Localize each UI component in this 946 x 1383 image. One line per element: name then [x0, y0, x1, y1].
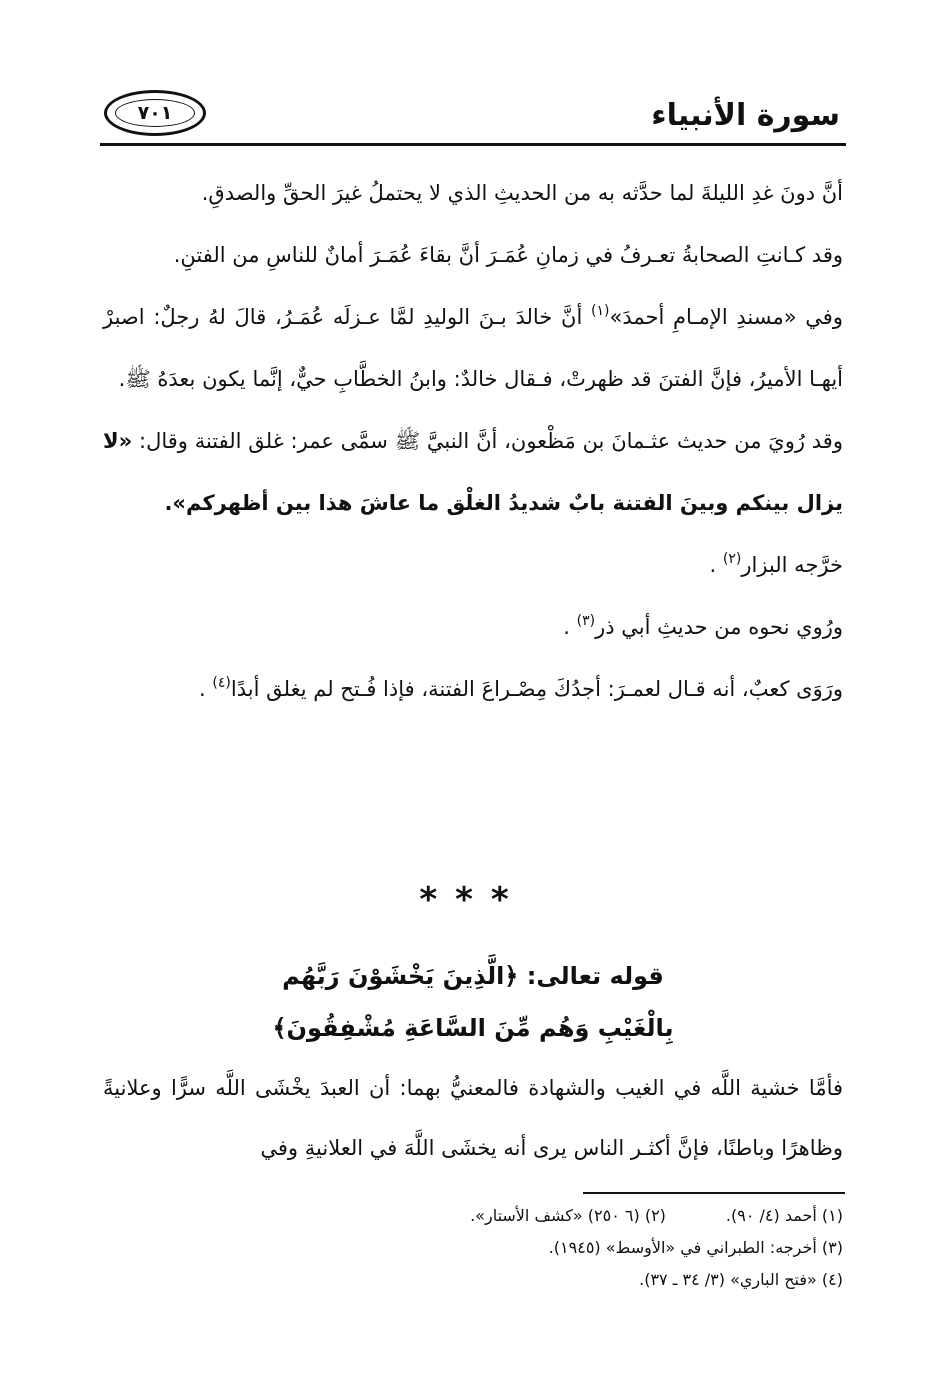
section-separator: ***: [419, 880, 527, 920]
page-number: ٧٠١: [115, 99, 195, 127]
paragraph-text: ورُوي نحوه من حديثِ أبي ذر: [595, 615, 843, 639]
footnote-4: (٤) «فتح الباري» (٣/ ٣٤ ـ ٣٧).: [639, 1270, 843, 1289]
paragraph: [103, 658, 843, 720]
verse-line-2: بِالْغَيْبِ وَهُم مِّنَ السَّاعَةِ مُشْفِقُونَ﴾: [272, 1014, 674, 1042]
footnote-ref: (٣): [576, 613, 596, 629]
paragraph-text: أنَّ خالدَ بـنَ الوليدِ لمَّا عـزلَه عُمَـرُ، قالَ لهُ رجلٌ: اصبرْ أيهـا الأميرُ، فإنَّ الفتنَ قد ظهرتْ، فـقال خالدٌ: وابنُ الخطَّابِ حيٌّ، إنَّما يكون بعدَهُ ﷺ.: [103, 305, 843, 391]
surah-title: سورة الأنبياء: [651, 98, 840, 133]
paragraph-text: أنَّ دونَ غدِ الليلةَ لما حدَّثه به من الحديثِ الذي لا يحتملُ غيرَ الحقِّ والصدقِ.: [201, 181, 843, 205]
paragraph: [103, 534, 843, 596]
footnote-1: (١) أحمد (٤/ ٩٠).: [725, 1206, 843, 1225]
paragraph-text: ورَوَى كعبٌ، أنه قـال لعمـرَ: أجدُكَ مِصْـراعَ الفتنة، فإذا فُـتح لم يغلق أبدًا: [230, 677, 843, 701]
paragraph-text: وفي «مسندِ الإمـامِ أحمدَ»: [609, 305, 843, 329]
footnotes: [230, 1200, 843, 1296]
paragraph-text: .: [709, 553, 717, 577]
paragraph: [103, 224, 843, 286]
paragraph-text: وقد رُويَ من حديث عثـمانَ بن مَظْعون، أنَّ النبيَّ ﷺ سمَّى عمر: غلق الفتنة وقال:: [139, 429, 843, 453]
footnote-ref: (١): [591, 303, 610, 319]
paragraph-text: .: [199, 677, 206, 701]
verse-line-1: قوله تعالى: ﴿الَّذِينَ يَخْشَوْنَ رَبَّهُم: [282, 962, 664, 990]
header-rule: [100, 143, 846, 146]
paragraph: [103, 410, 843, 534]
footnote-2: (٢) (٦ ٢٥٠) «كشف الأستار».: [470, 1206, 666, 1225]
paragraph: [103, 596, 843, 658]
hadith-quote: «لا يزال بينكم وبينَ الفتنة بابٌ شديدُ الغلْق ما عاشَ هذا بين أظهركم».: [103, 429, 843, 515]
quran-verse: [160, 950, 786, 1054]
footnote-row: [230, 1200, 843, 1232]
footnote-ref: (٤): [212, 675, 231, 691]
footnote-rule: [583, 1192, 845, 1194]
paragraph-text: .: [563, 615, 570, 639]
page-number-frame: [104, 90, 206, 136]
main-text: [103, 162, 843, 720]
page-header: [100, 80, 846, 144]
commentary-text: فأمَّا خشية اللَّه في الغيب والشهادة فالمعنيُّ بهما: أن العبدَ يخْشَى اللَّه سرًّا وعلانيةً وظاهرًا وباطنًا، فإنَّ أكثـر الناس يرى أنه يخشَى اللَّهَ في العلانيةِ وفي: [103, 1076, 843, 1160]
footnote-3: (٣) أخرجه: الطبراني في «الأوسط» (١٩٤٥).: [548, 1238, 843, 1257]
paragraph: [103, 286, 843, 410]
paragraph-text: وقد كـانتِ الصحابةُ تعـرفُ في زمانِ عُمَـرَ أنَّ بقاءَ عُمَـرَ أمانٌ للناسِ من الفتنِ.: [173, 243, 843, 267]
paragraph: [103, 162, 843, 224]
footnote-ref: (٢): [722, 551, 742, 567]
paragraph-text: خرَّجه البزار: [741, 553, 843, 577]
